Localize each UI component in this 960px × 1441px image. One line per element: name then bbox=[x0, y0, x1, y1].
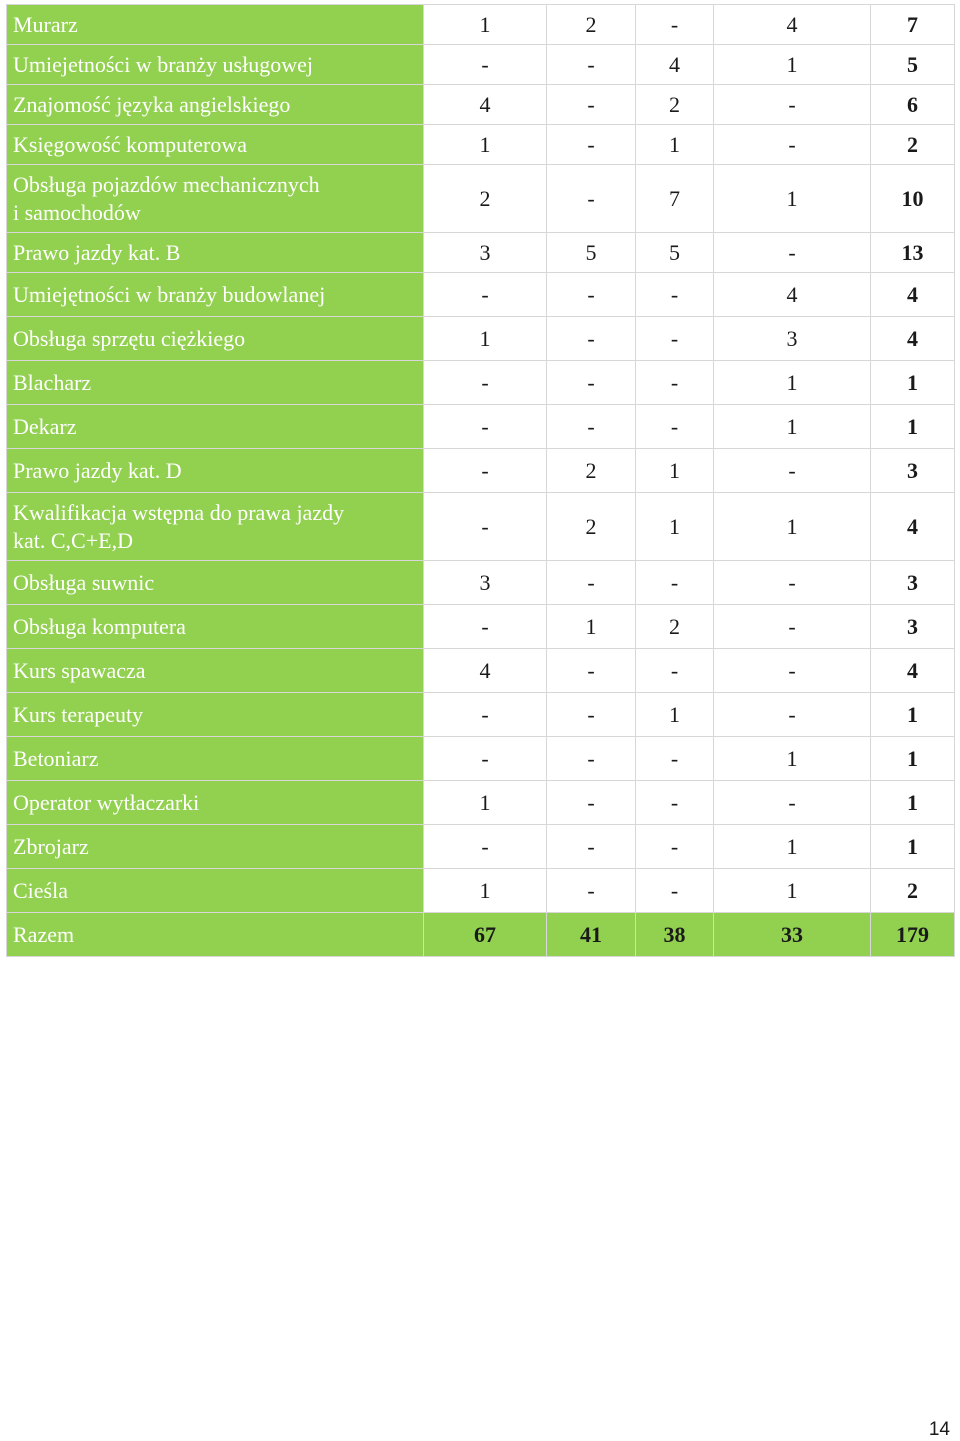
table-row bbox=[7, 649, 955, 693]
value-cell: - bbox=[714, 605, 871, 649]
value-cell: 3 bbox=[424, 561, 547, 605]
value-cell: - bbox=[636, 405, 714, 449]
row-label: Operator wytłaczarki bbox=[7, 781, 424, 825]
value-cell: 2 bbox=[636, 605, 714, 649]
value-cell: 1 bbox=[714, 493, 871, 561]
value-cell: - bbox=[547, 693, 636, 737]
value-cell: 1 bbox=[424, 125, 547, 165]
value-cell: - bbox=[547, 737, 636, 781]
row-label: Blacharz bbox=[7, 361, 424, 405]
value-cell: - bbox=[424, 737, 547, 781]
row-label: Betoniarz bbox=[7, 737, 424, 781]
total-cell: 3 bbox=[871, 605, 955, 649]
value-cell: 1 bbox=[424, 781, 547, 825]
value-cell: - bbox=[424, 45, 547, 85]
value-cell: - bbox=[424, 449, 547, 493]
value-cell: - bbox=[714, 649, 871, 693]
value-cell: 1 bbox=[636, 449, 714, 493]
value-cell: - bbox=[547, 825, 636, 869]
table-row bbox=[7, 869, 955, 913]
table-row bbox=[7, 5, 955, 45]
row-label: Prawo jazdy kat. B bbox=[7, 233, 424, 273]
value-cell: - bbox=[636, 361, 714, 405]
value-cell: - bbox=[636, 781, 714, 825]
value-cell: - bbox=[714, 449, 871, 493]
value-cell: - bbox=[714, 125, 871, 165]
value-cell: 4 bbox=[636, 45, 714, 85]
value-cell: - bbox=[424, 825, 547, 869]
total-row bbox=[7, 913, 955, 957]
total-cell: 10 bbox=[871, 165, 955, 233]
total-cell: 179 bbox=[871, 913, 955, 957]
total-cell: 4 bbox=[871, 273, 955, 317]
table-row bbox=[7, 45, 955, 85]
row-label: Cieśla bbox=[7, 869, 424, 913]
table-row bbox=[7, 781, 955, 825]
value-cell: - bbox=[636, 5, 714, 45]
row-label: Zbrojarz bbox=[7, 825, 424, 869]
data-table-container bbox=[6, 4, 954, 957]
value-cell: - bbox=[636, 869, 714, 913]
value-cell: 1 bbox=[424, 5, 547, 45]
value-cell: - bbox=[714, 781, 871, 825]
value-cell: - bbox=[424, 693, 547, 737]
page-number: 14 bbox=[928, 1419, 950, 1440]
value-cell: 1 bbox=[714, 165, 871, 233]
value-cell: 7 bbox=[636, 165, 714, 233]
row-label: Kurs terapeuty bbox=[7, 693, 424, 737]
value-cell: - bbox=[714, 561, 871, 605]
row-label: Obsługa pojazdów mechanicznych i samochodów bbox=[7, 165, 424, 233]
value-cell: - bbox=[547, 869, 636, 913]
value-cell: 2 bbox=[547, 493, 636, 561]
table-row bbox=[7, 605, 955, 649]
value-cell: - bbox=[636, 273, 714, 317]
row-label: Murarz bbox=[7, 5, 424, 45]
table-row bbox=[7, 493, 955, 561]
total-cell: 13 bbox=[871, 233, 955, 273]
value-cell: 1 bbox=[636, 493, 714, 561]
row-label: Księgowość komputerowa bbox=[7, 125, 424, 165]
value-cell: 3 bbox=[424, 233, 547, 273]
total-cell: 7 bbox=[871, 5, 955, 45]
total-cell: 1 bbox=[871, 405, 955, 449]
row-label: Kurs spawacza bbox=[7, 649, 424, 693]
value-cell: 2 bbox=[547, 5, 636, 45]
value-cell: - bbox=[714, 233, 871, 273]
value-cell: - bbox=[636, 825, 714, 869]
value-cell: 1 bbox=[714, 45, 871, 85]
table-row bbox=[7, 693, 955, 737]
value-cell: - bbox=[636, 737, 714, 781]
value-cell: - bbox=[636, 649, 714, 693]
row-label: Obsługa suwnic bbox=[7, 561, 424, 605]
table-row bbox=[7, 449, 955, 493]
data-table bbox=[6, 4, 955, 957]
total-label: Razem bbox=[7, 913, 424, 957]
total-cell: 2 bbox=[871, 125, 955, 165]
total-cell: 4 bbox=[871, 493, 955, 561]
total-cell: 1 bbox=[871, 781, 955, 825]
value-cell: - bbox=[424, 405, 547, 449]
table-row bbox=[7, 85, 955, 125]
table-row bbox=[7, 317, 955, 361]
table-row bbox=[7, 165, 955, 233]
table-row bbox=[7, 125, 955, 165]
value-cell: - bbox=[547, 317, 636, 361]
value-cell: 3 bbox=[714, 317, 871, 361]
value-cell: - bbox=[424, 493, 547, 561]
total-cell: 4 bbox=[871, 649, 955, 693]
row-label: Prawo jazdy kat. D bbox=[7, 449, 424, 493]
table-row bbox=[7, 405, 955, 449]
total-cell: 1 bbox=[871, 693, 955, 737]
value-cell: 1 bbox=[714, 825, 871, 869]
value-cell: 4 bbox=[714, 273, 871, 317]
value-cell: - bbox=[424, 361, 547, 405]
value-cell: - bbox=[547, 781, 636, 825]
value-cell: - bbox=[547, 165, 636, 233]
value-cell: 4 bbox=[424, 649, 547, 693]
total-cell: 5 bbox=[871, 45, 955, 85]
value-cell: - bbox=[547, 405, 636, 449]
total-cell: 3 bbox=[871, 561, 955, 605]
row-label: Kwalifikacja wstępna do prawa jazdy kat. C,C+E,D bbox=[7, 493, 424, 561]
value-cell: 1 bbox=[714, 869, 871, 913]
value-cell: - bbox=[714, 85, 871, 125]
row-label: Obsługa sprzętu ciężkiego bbox=[7, 317, 424, 361]
value-cell: - bbox=[547, 45, 636, 85]
value-cell: 1 bbox=[424, 869, 547, 913]
value-cell: - bbox=[714, 693, 871, 737]
value-cell: 38 bbox=[636, 913, 714, 957]
value-cell: - bbox=[636, 561, 714, 605]
total-cell: 4 bbox=[871, 317, 955, 361]
value-cell: - bbox=[547, 649, 636, 693]
value-cell: 4 bbox=[424, 85, 547, 125]
row-label: Dekarz bbox=[7, 405, 424, 449]
value-cell: 5 bbox=[636, 233, 714, 273]
value-cell: 1 bbox=[636, 693, 714, 737]
value-cell: - bbox=[547, 85, 636, 125]
value-cell: 2 bbox=[424, 165, 547, 233]
value-cell: 4 bbox=[714, 5, 871, 45]
row-label: Umiejętności w branży budowlanej bbox=[7, 273, 424, 317]
table-row bbox=[7, 561, 955, 605]
value-cell: 1 bbox=[714, 737, 871, 781]
row-label: Umiejetności w branży usługowej bbox=[7, 45, 424, 85]
total-cell: 1 bbox=[871, 361, 955, 405]
value-cell: 33 bbox=[714, 913, 871, 957]
value-cell: - bbox=[636, 317, 714, 361]
total-cell: 3 bbox=[871, 449, 955, 493]
table-row bbox=[7, 273, 955, 317]
table-body bbox=[7, 5, 955, 957]
value-cell: 1 bbox=[424, 317, 547, 361]
value-cell: 1 bbox=[714, 361, 871, 405]
value-cell: - bbox=[424, 273, 547, 317]
value-cell: - bbox=[424, 605, 547, 649]
value-cell: - bbox=[547, 561, 636, 605]
value-cell: - bbox=[547, 125, 636, 165]
value-cell: 1 bbox=[714, 405, 871, 449]
total-cell: 1 bbox=[871, 737, 955, 781]
value-cell: 2 bbox=[636, 85, 714, 125]
table-row bbox=[7, 361, 955, 405]
total-cell: 6 bbox=[871, 85, 955, 125]
value-cell: - bbox=[547, 273, 636, 317]
value-cell: 5 bbox=[547, 233, 636, 273]
value-cell: 1 bbox=[636, 125, 714, 165]
total-cell: 2 bbox=[871, 869, 955, 913]
value-cell: 2 bbox=[547, 449, 636, 493]
table-row bbox=[7, 825, 955, 869]
row-label: Obsługa komputera bbox=[7, 605, 424, 649]
value-cell: 67 bbox=[424, 913, 547, 957]
value-cell: 41 bbox=[547, 913, 636, 957]
value-cell: - bbox=[547, 361, 636, 405]
value-cell: 1 bbox=[547, 605, 636, 649]
total-cell: 1 bbox=[871, 825, 955, 869]
table-row bbox=[7, 233, 955, 273]
row-label: Znajomość języka angielskiego bbox=[7, 85, 424, 125]
table-row bbox=[7, 737, 955, 781]
